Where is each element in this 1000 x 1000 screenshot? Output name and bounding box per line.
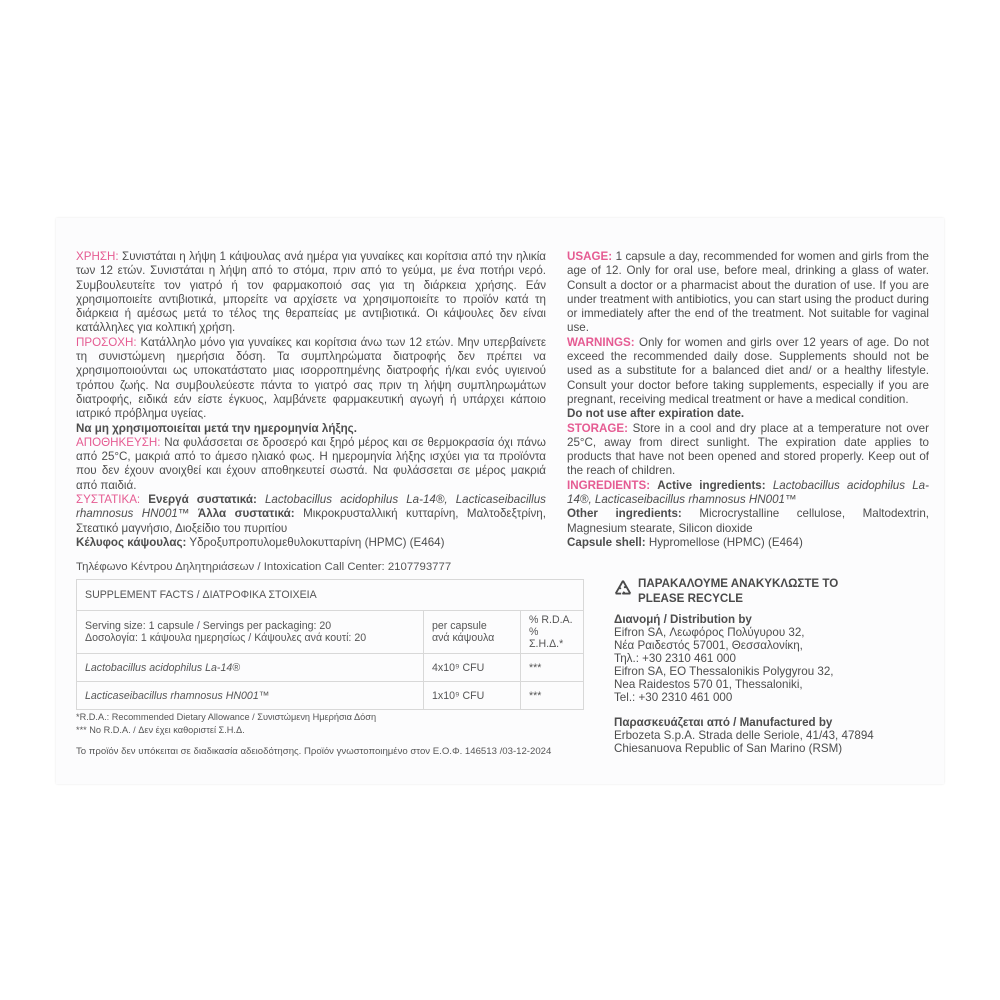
english-ingredients: INGREDIENTS: Active ingredients: Lactobacillus acidophilus La-14®, Lacticaseibacillus rhamnosus HN001™ <box>567 478 929 507</box>
recycle-icon <box>612 578 634 600</box>
recycle-text-english: PLEASE RECYCLE <box>638 592 744 605</box>
distribution-label: Διανομή / Distribution by <box>614 613 752 626</box>
address-line: Τηλ.: +30 2310 461 000 <box>614 652 736 665</box>
english-usage: USAGE: 1 capsule a day, recommended for women and girls from the age of 12. Only for oral use, before meal, drinking a glass of water. Consult a doctor or a pharmacist about the duration of use. If you are under treatment with antibiotics, you can start using the product during or immediately after the end of the treatment. Not suitable for vaginal use. <box>567 250 929 335</box>
manufacturer-block <box>614 716 934 755</box>
facts-title: SUPPLEMENT FACTS / ΔΙΑΤΡΟΦΙΚΑ ΣΤΟΙΧΕΙΑ <box>77 580 584 611</box>
english-expiry-warning: Do not use after expiration date. <box>567 407 745 421</box>
manufacturer-label: Παρασκευάζεται από / Manufactured by <box>614 716 833 729</box>
table-row <box>77 682 584 710</box>
greek-text-column <box>76 250 546 550</box>
greek-storage: ΑΠΟΘΗΚΕΥΣΗ: Να φυλάσσεται σε δροσερό και ξηρό μέρος και σε θερμοκρασία όχι πάνω από 25°C, μακριά από το άμεσο ηλιακό φως. Η ημερομηνία λήξης ισχύει για τα προϊόντα που δεν έχουν ανοιχθεί και έχουν αποθηκευτεί σωστά. Να φυλάσσεται σε μέρος μακριά από παιδιά. <box>76 435 546 492</box>
english-warnings: WARNINGS: Only for women and girls over 12 years of age. Do not exceed the recommended daily dose. Supplements should not be used as a substitute for a balanced diet and/ or a healthy lifestyle. Consult your doctor before taking supplements, especially if you are pregnant, receiving medical treatment or have a medical condition. <box>567 335 929 406</box>
distribution-block <box>614 613 934 704</box>
english-capsule-shell: Capsule shell: Hypromellose (HPMC) (E464) <box>567 535 803 549</box>
address-line: Eifron SA, EO Thessalonikis Polygyrou 32, <box>614 665 834 678</box>
english-text-column <box>567 250 929 550</box>
facts-title-row <box>77 580 584 611</box>
ingredient-rda: *** <box>521 682 584 710</box>
greek-usage: ΧΡΗΣΗ: Συνιστάται η λήψη 1 κάψουλας ανά ημέρα για γυναίκες και κορίτσια από την ηλικία των 12 ετών. Συνιστάται η λήψη από το στόμα, πριν από το γεύμα, με ένα ποτήρι νερό. Συμβουλευτείτε τον γιατρό ή τον φαρμακοποιό σας για τη διάρκεια χρήσης. Εάν χρησιμοποιείτε αντιβιοτικά, μπορείτε να αρχίσετε να χρησιμοποιείτε το προϊόν κατά τη διάρκεια ή αμέσως μετά το τέλος της θεραπείας με αντιβιοτικά. Οι κάψουλες δεν είναι κατάλληλες για κολπική χρήση. <box>76 250 546 335</box>
english-storage: STORAGE: Store in a cool and dry place at a temperature not over 25°C, away from direct sunlight. The expiration date applies to products that have not been opened and stored properly. Keep out of the reach of children. <box>567 421 929 478</box>
recycle-notice <box>612 576 912 610</box>
per-capsule-header: per capsule ανά κάψουλα <box>424 611 521 654</box>
greek-ingredients: ΣΥΣΤΑΤΙΚΑ: Ενεργά συστατικά: Lactobacillus acidophilus La-14®, Lacticaseibacillus rhamnosus HN001™ Άλλα συστατικά: Μικροκρυσταλλική κυτταρίνη, Μαλτοδεξτρίνη, Στεατικό μαγνήσιο, Διοξείδιο του πυριτίου <box>76 493 546 535</box>
rda-header: % R.D.A. % Σ.Η.Δ.* <box>521 611 584 654</box>
rda-footnote: *R.D.A.: Recommended Dietary Allowance / Συνιστώμενη Ημερήσια Δόση <box>76 712 377 722</box>
recycle-text-greek: ΠΑΡΑΚΑΛΟΥΜΕ ΑΝΑΚΥΚΛΩΣΤΕ ΤΟ <box>638 577 839 590</box>
intoxication-phone: Τηλέφωνο Κέντρου Δηλητηριάσεων / Intoxication Call Center: 2107793777 <box>76 561 452 573</box>
ingredient-amount: 1x10⁹ CFU <box>424 682 521 710</box>
address-line: Nea Raidestos 570 01, Thessaloniki, <box>614 678 803 691</box>
address-line: Erbozeta S.p.A. Strada delle Seriole, 41/43, 47894 <box>614 729 874 742</box>
ingredient-amount: 4x10⁹ CFU <box>424 654 521 682</box>
greek-expiry-warning: Να μη χρησιμοποιείται μετά την ημερομηνία λήξης. <box>76 421 357 435</box>
address-line: Νέα Ραιδεστός 57001, Θεσσαλονίκη, <box>614 639 803 652</box>
ingredient-rda: *** <box>521 654 584 682</box>
no-rda-footnote: *** No R.D.A. / Δεν έχει καθοριστεί Σ.Η.Δ. <box>76 725 245 735</box>
facts-header-row <box>77 611 584 654</box>
notification-notice: Το προϊόν δεν υπόκειται σε διαδικασία αδειοδότησης. Προϊόν γνωστοποιημένο στον Ε.Ο.Φ. 146513 /03-12-2024 <box>76 746 552 757</box>
english-other-ingredients: Other ingredients: Microcrystalline cellulose, Maltodextrin, Magnesium stearate, Silicon dioxide <box>567 507 929 535</box>
address-line: Eifron SA, Λεωφόρος Πολύγυρου 32, <box>614 626 805 639</box>
address-line: Tel.: +30 2310 461 000 <box>614 691 733 704</box>
supplement-facts-table <box>76 579 584 710</box>
address-line: Chiesanuova Republic of San Marino (RSM) <box>614 742 843 755</box>
greek-warnings: ΠΡΟΣΟΧΗ: Κατάλληλο μόνο για γυναίκες και κορίτσια άνω των 12 ετών. Μην υπερβαίνετε τη συνιστώμενη ημερήσια δόση. Τα συμπληρώματα διατροφής δεν πρέπει να χρησιμοποιούνται ως υποκατάστατο μιας ισορροπημένης διατροφής ή/και ενός υγιεινού τρόπου ζωής. Να συμβουλεύεστε πάντα το γιατρό σας πριν τη λήψη συμπληρωμάτων διατροφής, ειδικά εάν είστε έγκυος, λαμβάνετε φαρμακευτική αγωγή ή υπάρχει κάποιο ιατρικό πρόβλημα υγείας. <box>76 335 546 421</box>
ingredient-name: Lacticaseibacillus rhamnosus HN001™ <box>77 682 424 710</box>
ingredient-name: Lactobacillus acidophilus La-14® <box>77 654 424 682</box>
greek-capsule-shell: Κέλυφος κάψουλας: Υδροξυπροπυλομεθυλοκυτταρίνη (HPMC) (E464) <box>76 535 445 549</box>
serving-info: Serving size: 1 capsule / Servings per packaging: 20 Δοσολογία: 1 κάψουλα ημερησίως / Κάψουλες ανά κουτί: 20 <box>77 611 424 654</box>
table-row <box>77 654 584 682</box>
